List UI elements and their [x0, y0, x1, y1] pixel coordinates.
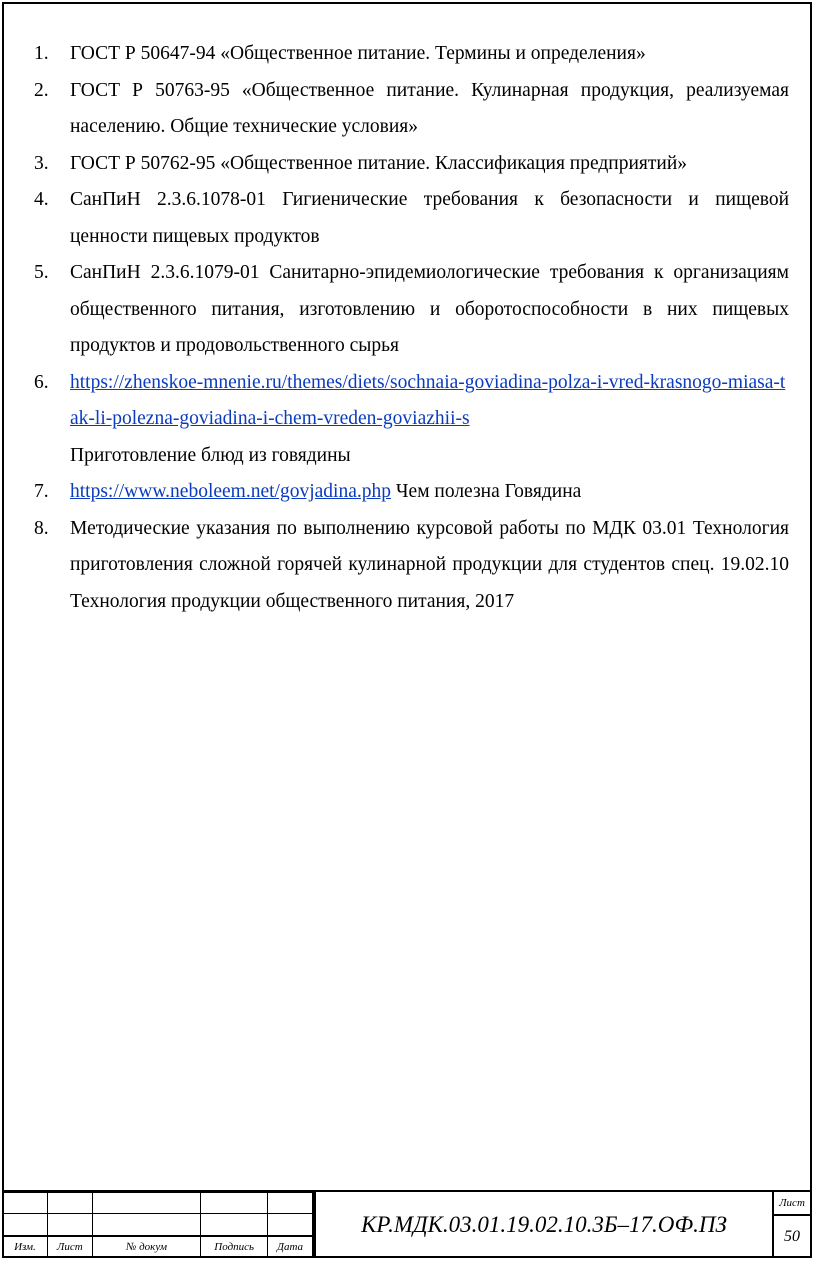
list-item [34, 146, 789, 183]
link-caption: Чем полезна Говядина [390, 481, 582, 502]
stamp-cell [201, 1193, 268, 1214]
item-text [70, 474, 789, 511]
item-number: 4. [34, 189, 49, 210]
list-item [34, 511, 789, 621]
stamp-cell [3, 1214, 48, 1236]
stamp-cell [268, 1214, 313, 1236]
reference-link[interactable]: https://zhenskoe-mnenie.ru/themes/diets/sochnaia-goviadina-polza-i-vred-krasnogo-miasa-tak-li-polezna-goviadina-i-chem-vreden-goviazhii-s [70, 371, 786, 429]
stamp-cell [47, 1214, 92, 1236]
item-number: 3. [34, 152, 49, 174]
stamp-cell [3, 1193, 48, 1214]
stamp-cell [92, 1214, 201, 1236]
reference-list [34, 36, 789, 620]
link-caption: Приготовление блюд из говядины [70, 444, 351, 466]
item-number: 2. [34, 79, 49, 101]
document-code: КР.МДК.03.01.19.02.10.3Б–17.ОФ.ПЗ [314, 1192, 772, 1258]
item-number: 6. [34, 371, 49, 393]
item-text [70, 365, 789, 475]
item-number: 1. [34, 43, 49, 64]
list-item [34, 365, 789, 475]
column-izm: Изм. [3, 1236, 48, 1258]
revision-table [2, 1192, 314, 1258]
stamp-cell [268, 1193, 313, 1214]
item-number: 5. [34, 262, 49, 283]
column-list: Лист [47, 1236, 92, 1258]
stamp-cell [201, 1214, 268, 1236]
list-item [34, 255, 789, 365]
list-item [34, 474, 789, 511]
item-number: 7. [34, 481, 49, 502]
reference-link[interactable]: https://www.neboleem.net/govjadina.php [70, 481, 391, 502]
item-text: СанПиН 2.3.6.1078-01 Гигиенические требования к безопасности и пищевой ценности пищевых продуктов [70, 189, 789, 247]
list-item [34, 73, 789, 146]
stamp-cell [92, 1193, 201, 1214]
item-text: ГОСТ Р 50763-95 «Общественное питание. Кулинарная продукция, реализуемая населению. Общие технические условия» [70, 79, 789, 137]
title-block [2, 1190, 812, 1258]
item-text: Методические указания по выполнению курсовой работы по МДК 03.01 Технология приготовления сложной горячей кулинарной продукции для студентов спец. 19.02.10 Технология продукции общественного питания, 2017 [70, 517, 789, 612]
sheet-box [772, 1192, 810, 1258]
column-signature: Подпись [201, 1236, 268, 1258]
item-text: ГОСТ Р 50762-95 «Общественное питание. Классификация предприятий» [70, 152, 688, 174]
list-item [34, 182, 789, 255]
list-item [34, 36, 789, 73]
item-number: 8. [34, 517, 49, 539]
item-text: СанПиН 2.3.6.1079-01 Санитарно-эпидемиологические требования к организациям общественного питания, изготовлению и оборотоспособности в них пищевых продуктов и продовольственного сырья [70, 262, 789, 356]
item-text: ГОСТ Р 50647-94 «Общественное питание. Термины и определения» [70, 43, 646, 64]
column-date: Дата [268, 1236, 313, 1258]
sheet-label: Лист [774, 1192, 810, 1216]
sheet-number: 50 [784, 1228, 800, 1245]
column-doc-number: № докум [92, 1236, 201, 1258]
stamp-cell [47, 1193, 92, 1214]
